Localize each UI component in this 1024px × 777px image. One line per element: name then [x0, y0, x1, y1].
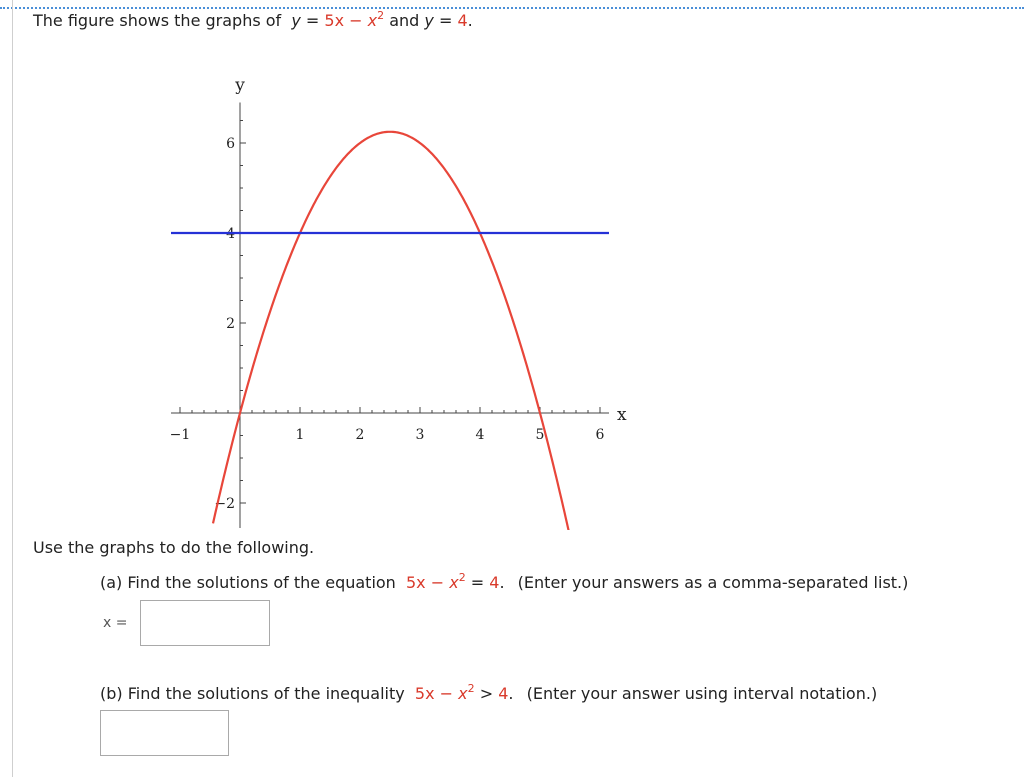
part-a-answer-box[interactable] — [140, 600, 270, 646]
y-axis-label: y — [235, 75, 245, 96]
part-b-hint: (Enter your answer using interval notation.) — [526, 684, 878, 703]
part-b-answer-input[interactable] — [101, 711, 228, 755]
x-tick-label: 1 — [295, 427, 305, 443]
y-variable-2: y — [424, 11, 434, 30]
part-a-answer-input[interactable] — [141, 601, 269, 645]
part-b-prompt: (b) Find the solutions of the inequality $5x - x^2 > 4$. (Enter your answer using interval notation.) — [100, 681, 878, 703]
x-tick-label: 2 — [355, 427, 365, 443]
and-word: and — [389, 11, 420, 30]
y-tick-label: 2 — [226, 316, 235, 332]
x-tick-label: 3 — [415, 427, 425, 443]
y-tick-label: 4 — [226, 226, 235, 242]
part-b-answer-box[interactable] — [100, 710, 229, 756]
equals-sign: = — [305, 11, 320, 30]
left-margin-rule — [12, 0, 13, 777]
x-tick-label: 5 — [535, 427, 545, 443]
x-tick-label: 6 — [595, 427, 605, 443]
x-axis-label: x — [617, 405, 627, 425]
top-dotted-rule — [0, 7, 1024, 9]
part-a-var-label: x = — [103, 615, 128, 631]
equals-sign-2: = — [438, 11, 453, 30]
y-tick-label: −2 — [214, 496, 235, 512]
part-a-hint: (Enter your answers as a comma-separated list.) — [517, 573, 909, 592]
intro-text: The figure shows the graphs of — [33, 11, 282, 30]
x-tick-label: −1 — [169, 427, 191, 443]
parabola-curve — [213, 132, 569, 530]
constant-four: 4 — [457, 11, 468, 30]
y-variable: y — [291, 11, 301, 30]
x-tick-label: 4 — [475, 427, 485, 443]
part-a-prompt: (a) Find the solutions of the equation $5x - x^2 = 4$. (Enter your answers as a comma-separated list.) — [100, 570, 909, 592]
graph — [160, 55, 630, 530]
y-tick-label: 6 — [226, 136, 235, 152]
inequality-lhs: $5x - x^2$ — [414, 681, 475, 703]
equation-lhs: $5x - x^2$ — [405, 570, 466, 592]
instructions: Use the graphs to do the following. — [33, 538, 315, 557]
question-intro: The figure shows the graphs of $y = 5x - x^2$ and y = 4. — [33, 8, 473, 30]
expression: $5x - x^2$ — [324, 8, 385, 30]
